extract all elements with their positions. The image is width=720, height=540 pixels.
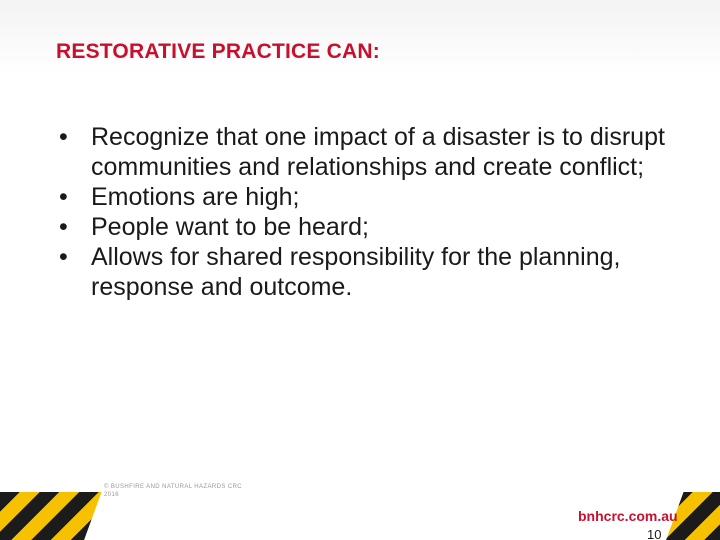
copyright-line: © BUSHFIRE AND NATURAL HAZARDS CRC bbox=[104, 484, 243, 490]
bullet-list bbox=[56, 122, 676, 302]
bullet-item bbox=[56, 242, 676, 302]
copyright-year: 2016 bbox=[104, 492, 119, 498]
bullet-text: Allows for shared responsibility for the planning, response and outcome. bbox=[91, 243, 621, 301]
slide-title: RESTORATIVE PRACTICE CAN: bbox=[56, 40, 380, 63]
bullet-marker: • bbox=[59, 213, 68, 241]
bullet-text: People want to be heard; bbox=[91, 213, 369, 241]
bullet-item bbox=[56, 182, 676, 212]
copyright-notice bbox=[104, 483, 304, 499]
slide-number: 10 bbox=[647, 527, 662, 540]
bullet-item bbox=[56, 122, 676, 182]
bullet-marker: • bbox=[59, 243, 68, 271]
bullet-text: Emotions are high; bbox=[91, 183, 300, 211]
bullet-marker: • bbox=[59, 183, 68, 211]
bullet-text: Recognize that one impact of a disaster is to disrupt communities and relationships and create conflict; bbox=[91, 123, 665, 181]
bullet-marker: • bbox=[59, 123, 68, 151]
website-link[interactable]: bnhcrc.com.au bbox=[578, 508, 678, 524]
bullet-item bbox=[56, 212, 676, 242]
